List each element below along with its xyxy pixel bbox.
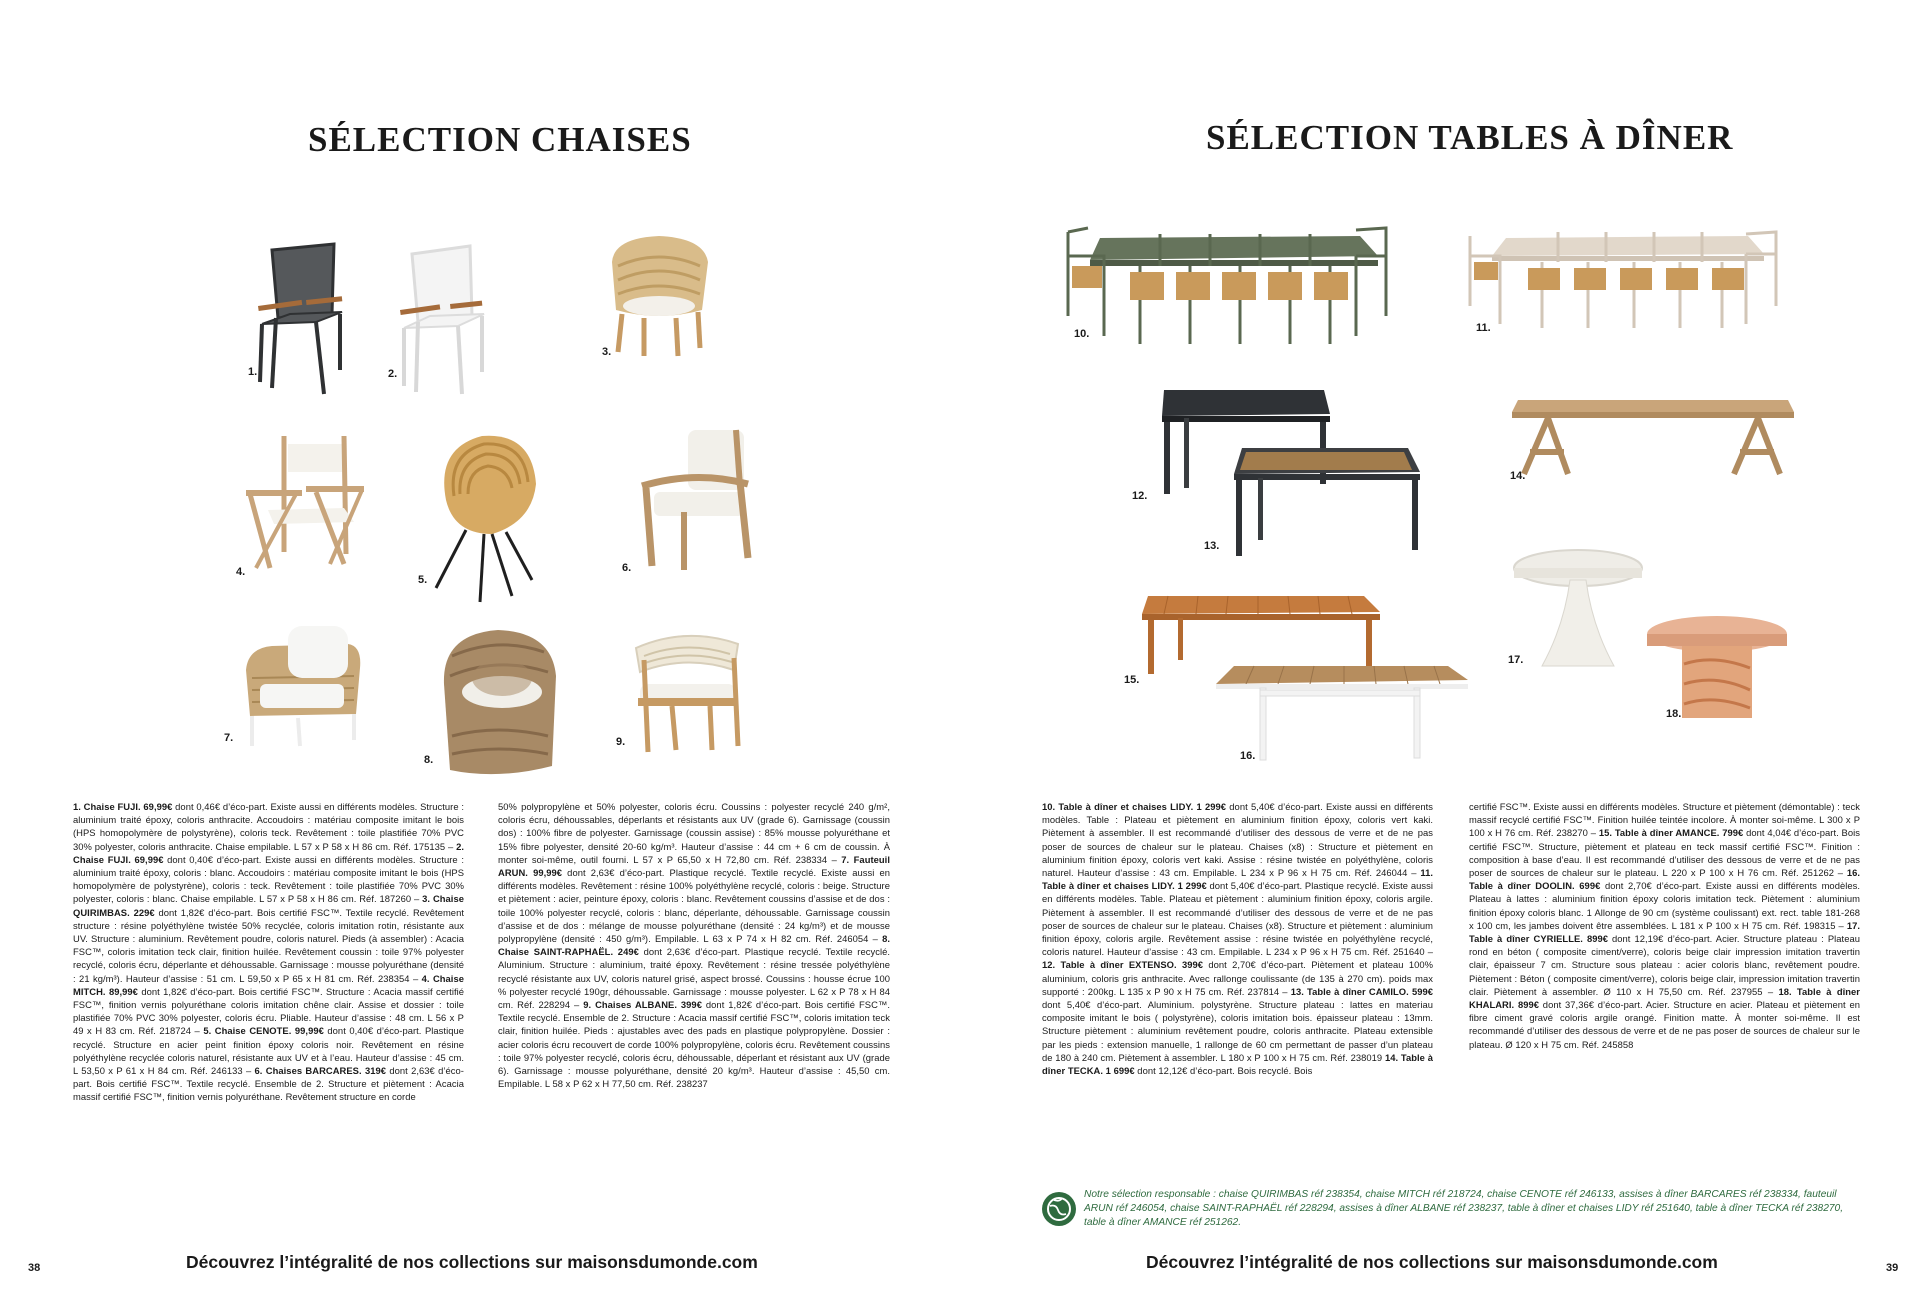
product-description: certifié FSC™. Existe aussi en différents modèles. Structure et piètement (démontable) : teck massif recyclé certifié FSC™. Finition huilée teintée incolore. À monter soi-même. L 300 x P 100 x H 76 cm. Réf. 238270 –: [1469, 801, 1860, 839]
product-name: 17. Table à dîner CYRIELLE. 899€: [1469, 919, 1860, 945]
product-label: 3.: [602, 346, 612, 358]
page-number: 38: [28, 1262, 41, 1274]
product-photo-table-camilo: [1228, 444, 1424, 560]
page-number: 39: [1886, 1262, 1899, 1274]
product-name: 2. Chaise FUJI. 69,99€: [73, 840, 464, 865]
product-photo-table-doolin: [1214, 662, 1472, 762]
text-column-left: [73, 800, 464, 1104]
product-label: 4.: [236, 566, 246, 578]
product-photo-chaise-quirimbas: [604, 232, 714, 358]
product-name: 5. Chaise CENOTE. 99,99€: [203, 1025, 324, 1037]
product-description: dont 0,46€ d’éco-part. Existe aussi en différents modèles. Structure : aluminium traité époxy, coloris anthracite. Accoudoirs : matériau composite imitant le bois (HPS homopolymère de polystyrène), coloris teck. Revêtement : toile plastifiée 70% PVC 30% polyester, coloris anthracite. Chaise empilable. L 57 x P 58 x H 86 cm. Réf. 175135 –: [73, 801, 464, 852]
product-name: 15. Table à dîner AMANCE. 799€: [1598, 827, 1744, 839]
product-label: 6.: [622, 562, 632, 574]
product-label: 16.: [1240, 750, 1256, 762]
product-label: 9.: [616, 736, 626, 748]
product-label: 13.: [1204, 540, 1220, 552]
product-description: dont 37,36€ d’éco-part. Acier. Structure en acier. Plateau et piètement en fibre ciment gravé coloris argile orangé. Finition matte. À monter soi-même. Il est recommandé d’utiliser des dessous de verre et de ne pas poser de sources de chaleur sur le plateau. Ø 120 x H 75 cm. Réf. 245858: [1469, 999, 1860, 1050]
product-name: 6. Chaises BARCARES. 319€: [254, 1065, 386, 1077]
globe-leaf-icon: [1042, 1192, 1076, 1226]
product-label: 5.: [418, 574, 428, 586]
product-name: 16. Table à dîner DOOLIN. 699€: [1469, 867, 1860, 892]
footer-link[interactable]: Découvrez l’intégralité de nos collections sur maisonsdumonde.com: [186, 1252, 758, 1272]
product-photo-table-cyrielle: [1510, 546, 1646, 670]
eco-badge: [1042, 1192, 1076, 1226]
product-name: 18. Table à dîner KHALARI. 899€: [1469, 985, 1860, 1011]
product-description: 50% polypropylène et 50% polyester, coloris écru. Coussins : polyester recyclé 240 g/m², coloris écru, déhoussables, déperlants et résistants aux UV (grade 6). Garnissage (coussin dos) : 100% fibre de polyester. Garnissage (coussin assise) : 85% mousse polyuréthane et 15% fibre polyester, densité 20-60 kg/m³. Hauteur d’assise : 44 cm + 6 cm de coussin. À monter soi-même, outil fourni. L 57 x P 65,50 x H 72,80 cm. Réf. 238334 –: [498, 801, 890, 865]
product-label: 15.: [1124, 674, 1140, 686]
product-description: dont 0,40€ d’éco-part. Existe aussi en différents modèles. Structure : aluminium traité époxy, coloris : blanc. Accoudoirs : matériau composite imitant le bois (HPS homopolymère de polystyrène), coloris : teck. Revêtement : toile plastifiée 70% PVC 30% polyester, coloris : blanc. Chaise empilable. L 57 x P 58 x H 86 cm. Réf. 187260 –: [73, 853, 464, 905]
product-description: dont 2,63€ d’éco-part. Plastique recyclé. Textile recyclé. Existe aussi en différents modèles. Revêtement : résine 100% polyéthylène recyclé, coloris : beige. Structure et piètement : acier, peinture époxy, coloris : blanc. Revêtement coussins d’assise et de dos : toile 100% polyester recyclé, coloris : blanc, déperlante, déhoussable. Garnissage coussin d’assise et de dos : mélange de mousse polyuréthane (densité : 24 kg/m³) et de mousse polypropylène (densité : 450 g/m³). Empilable. L 63 x P 74 x H 82 cm. Réf. 246054 –: [498, 867, 890, 945]
product-photo-chaise-mitch: [244, 432, 368, 572]
right-page: [960, 0, 1920, 1296]
product-description: dont 5,40€ d’éco-part. Existe aussi en différents modèles. Table : Plateau et piètement en aluminium finition époxy, coloris vert kaki. Piètement à assembler. Il est recommandé d’utiliser des dessous de verre et de ne pas poser de sources de chaleur sur le plateau. Chaises (x8) : Structure et piètement en aluminium finition époxy, coloris vert kaki. Assise : résine twistée en polyéthylène, coloris naturel. Hauteur d’assise : 43 cm. Empilable. L 234 x P 96 x H 75 cm. Réf. 246044 –: [1042, 801, 1433, 879]
product-label: 18.: [1666, 708, 1682, 720]
product-description: dont 2,70€ d’éco-part. Piètement et plateau 100% aluminium, coloris gris anthracite. Avec rallonge coulissante (de 135 à 270 cm). poids max supporté : 200kg. L 135 x P 90 x H 75 cm. Réf. 237814 –: [1042, 959, 1433, 997]
product-name: 1. Chaise FUJI. 69,99€: [73, 801, 173, 812]
product-name: 8. Chaise SAINT-RAPHAËL. 249€: [498, 933, 890, 958]
product-label: 2.: [388, 368, 398, 380]
product-description: dont 5,40€ d’éco-part. Aluminium. polystyrène. Structure plateau : lattes en materiau composite imitant le bois ( polystyrène), coloris imitation bois. épaisseur plateau : 13mm. Structure piètement : aluminium revêtement poudre, coloris anthracite. Plateau extensible par les pieds : extension manuelle, 1 rallonge de 60 cm permettant de passer d’un plateau de 180 à 240 cm. Piètement à assembler. L 180 x P 100 x H 75 cm. Réf. 238019: [1042, 999, 1433, 1063]
product-name: 4. Chaise MITCH. 89,99€: [73, 972, 464, 997]
product-description: dont 2,63€ d’éco-part. Plastique recyclé. Textile recyclé. Aluminium. Structure : aluminium, traité époxy. Revêtement : résine tressée polyéthylène recyclé résistante aux UV, coloris naturel grisé, aspect brossé. Coussins : housse écrue 100 % polyester recyclé 190gr, déhoussable. Garnissage : mousse polyester. L 62 x P 78 x H 84 cm. Réf. 228294 –: [498, 946, 890, 1011]
product-photo-chaise-fuji-blanc: [400, 242, 486, 398]
product-name: 9. Chaises ALBANE. 399€: [583, 999, 702, 1011]
product-description: dont 2,70€ d’éco-part. Existe aussi en différents modèles. Plateau à lattes : aluminium finition époxy coloris imitation teck. Piètement : aluminium finition époxy coloris blanc. 1 Allonge de 90 cm (système coulissant) ext. rect. table 181-268 x 100 cm, les jambes doivent être assemblées. L 181 x P 100 x H 75 cm. Réf. 198315 –: [1469, 880, 1861, 931]
product-label: 7.: [224, 732, 234, 744]
product-label: 11.: [1476, 322, 1491, 334]
eco-note-text: Notre sélection responsable : chaise QUIRIMBAS réf 238354, chaise MITCH réf 218724, chaise CENOTE réf 246133, assises à dîner BARCARES réf 238334, fauteuil ARUN réf 246054, chaise SAINT-RAPHAËL réf 228294, assises à dîner ALBANE réf 238237, table à dîner et chaises LIDY réf 251640, table à dîner TECKA réf 238270, table à dîner AMANCE réf 251262.: [1084, 1189, 1844, 1228]
product-name: 14. Table à dîner TECKA. 1 699€: [1042, 1051, 1433, 1077]
footer-link[interactable]: Découvrez l’intégralité de nos collections sur maisonsdumonde.com: [1146, 1252, 1718, 1272]
product-photo-chaises-albane: [630, 626, 744, 756]
product-name: 7. Fauteuil ARUN. 99,99€: [498, 853, 890, 879]
product-name: 3. Chaise QUIRIMBAS. 229€: [73, 893, 464, 918]
product-photo-chaise-cenote: [432, 430, 542, 606]
text-column-left: [1042, 800, 1433, 1077]
product-description: dont 0,40€ d’éco-part. Plastique recyclé. Structure en acier peint finition époxy coloris noir. Revêtement en résine polyéthylène recyclée coloris naturel, résistante aux UV et à l’eau. Hauteur d’assise : 45 cm. L 53,50 x P 61 x H 84 cm. Réf. 246133 –: [73, 1025, 465, 1077]
product-name: 12. Table à dîner EXTENSO. 399€: [1042, 959, 1204, 971]
product-label: 17.: [1508, 654, 1524, 666]
product-name: 10. Table à dîner et chaises LIDY. 1 299€: [1042, 801, 1227, 812]
product-description: dont 1,82€ d’éco-part. Bois certifié FSC™. Structure : Acacia massif certifié FSC™, finition vernis polyuréthane coloris imitation chêne clair. Assise et dossier : toile plastifiée 70% PVC 30% polyester, coloris écru. Pliable. Hauteur d’assise : 48 cm. L 56 x P 49 x H 83 cm. Réf. 218724 –: [73, 985, 465, 1037]
product-name: 13. Table à dîner CAMILO. 599€: [1290, 985, 1433, 997]
product-label: 12.: [1132, 490, 1148, 502]
product-description: dont 12,12€ d’éco-part. Bois recyclé. Bois: [1134, 1065, 1313, 1077]
product-description: dont 4,04€ d’éco-part. Bois certifié FSC™. Structure, piètement et plateau en teck massif certifié FSC™. Finition : composition à base d’eau. Il est recommandé d’utiliser des dessous de verre et de ne pas poser de sources de chaleur sur le plateau. L 220 x P 100 x H 76 cm. Réf. 251262 –: [1469, 827, 1860, 879]
product-photo-table-lidy-kaki: [1060, 226, 1390, 346]
product-description: dont 1,82€ d’éco-part. Bois certifié FSC™. Textile recyclé. Revêtement structure : résine polyéthylène twistée 50% recyclée, coloris imitation rotin, résistante aux UV. Structure : aluminium. Revêtement poudre, coloris naturel. Pieds (à assembler) : Acacia FSC™, coloris imitation teck clair, finition huilée. Revêtement coussin : toile 97% polyester recyclé, coloris écru, déperlante et déhoussable. Garnissage : mousse polyuréthane (densité : 21 kg/m³). Hauteur d’assise : 51 cm. L 59,50 x P 65 x H 81 cm. Réf. 238354 –: [73, 906, 464, 984]
page-title: SÉLECTION CHAISES: [308, 120, 692, 159]
product-photo-table-lidy-argile: [1462, 228, 1782, 328]
product-photo-fauteuil-arun: [238, 622, 364, 748]
product-description: dont 2,63€ d’éco-part. Bois certifié FSC™. Textile recyclé. Ensemble de 2. Structure et piètement : Acacia massif certifié FSC™, finition vernis polyuréthane. Revêtement structure en corde: [73, 1065, 464, 1103]
product-description: dont 5,40€ d’éco-part. Plastique recyclé. Existe aussi en différents modèles. Table. Plateau et piètement : aluminium finition époxy, coloris argile. Piètement à assembler. Il est recommandé d’utiliser des dessous de verre et de ne pas poser de sources de chaleur sur le plateau. Chaises (x8). Structure et piètement : aluminium finition époxy, coloris argile. Revêtement assise : résine twistée en polyéthylène recyclé, coloris naturel. Hauteur d’assise : 43 cm. Empilable. L 234 x P 96 x H 75 cm. Réf. 251640 –: [1042, 880, 1433, 958]
product-photo-table-tecka: [1508, 396, 1798, 476]
product-description: dont 12,19€ d’éco-part. Acier. Structure plateau : Plateau rond en béton ( composite ciment/verre), coloris beige clair impression imitation travertin clair, épaisseur 7 cm. Structure sous plateau : acier coloris blanc, revêtement poudre. Piètement : Béton ( composite ciment/verre), coloris beige clair, impression imitation travertin clair. Piètement à assembler. Ø 110 x H 75,50 cm. Réf. 237955 –: [1469, 933, 1860, 997]
product-photo-chaises-barcares: [636, 426, 758, 572]
text-column-right: [498, 800, 890, 1090]
product-photo-chaise-saint-raphael: [438, 626, 560, 782]
text-column-right: [1469, 800, 1860, 1051]
product-name: 11. Table à dîner et chaises LIDY. 1 299€: [1042, 867, 1433, 892]
product-description: dont 1,82€ d’éco-part. Bois certifié FSC™. Textile recyclé. Ensemble de 2. Structure : Acacia massif certifié FSC™, coloris imitation teck clair, finition huilée. Pieds : ajustables avec des pads en plastique polypropylène. Dossier : acier coloris écru recouvert de corde 100% polypropylène, coloris écru. Revêtement coussins : toile 97% polyester recyclé, coloris écru, déhoussable, déperlant et résistant aux UV (grade 6). Garnissage : mousse polyuréthane, densité 20 kg/m³. Hauteur d’assise : 45,50 cm. Empilable. L 58 x P 62 x H 77,50 cm. Réf. 238237: [498, 999, 890, 1090]
product-label: 1.: [248, 366, 258, 378]
product-label: 10.: [1074, 328, 1090, 340]
page-title: SÉLECTION TABLES À DÎNER: [1206, 118, 1734, 157]
product-label: 14.: [1510, 470, 1526, 482]
product-label: 8.: [424, 754, 434, 766]
product-photo-chaise-fuji-anthracite: [256, 238, 346, 398]
